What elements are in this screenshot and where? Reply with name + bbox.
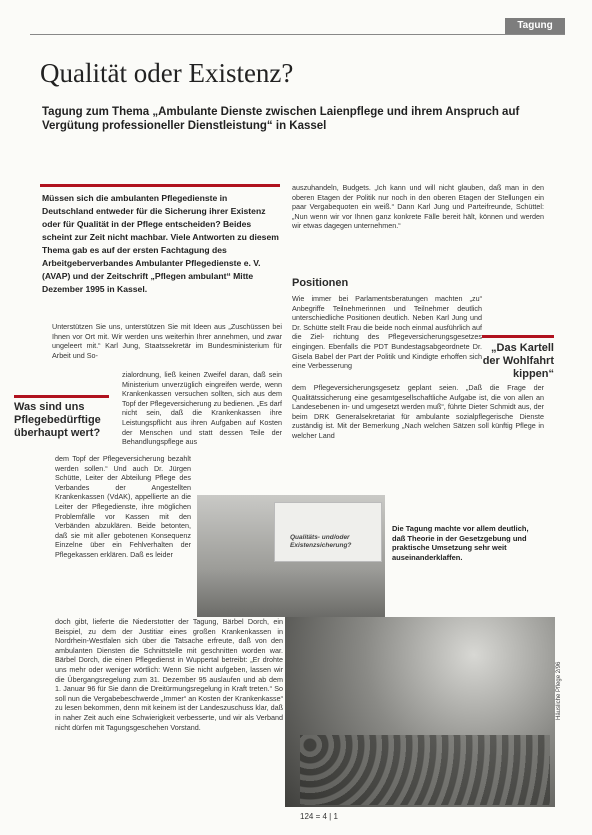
- body-text-right-mid: Wie immer bei Parlamentsberatungen machten „zu“ Anbegriffe Teilnehmerinnen und Teilnehmer deutlich unterschiedliche Positionen deutlich. Neben Karl Jung und Dr. Schütte stellt Frau die beide noch einmal ausführlich auf die Ziel- richtung des Pflegeversicherungsgesetzes eingingen. Ebenfalls die PDT Bundestagsabgeordnete Dr. Gisela Babel der Part der Politik und Kindigte erhoffen sich eine Verbesserung: [292, 294, 482, 371]
- lead-rule: [40, 184, 280, 187]
- audience-heads: [300, 735, 550, 805]
- lead-paragraph: Müssen sich die ambulanten Pflegedienste in Deutschland entweder für die Sicherung ihrer Existenz oder für Qualität in der Pflege entscheiden? Beides scheint zur Zeit nicht machbar. Viele Antworten zu diesem Thema gab es auf der ersten Fachtagung des Arbeitgeberverbandes Ambulanter Pflegedienste e. V. (AVAP) und der Zeitschrift „Pflegen ambulant“ Mitte Dezember 1995 in Kassel.: [42, 193, 279, 294]
- body-text-left-mid: zialordnung, ließ keinen Zweifel daran, daß sein Ministerium unverzüglich eingreifen werde, wenn Krankenkassen versuchen sollten, sich aus dem Topf der Pflegeversicherung zu bedienen. „Es darf nicht sein, daß die Krankenkassen ihre Leistungspflicht aus ihren Aufgaben auf Kosten der Menschen und statt dessen Teile der Behandlungspflege aus: [122, 370, 282, 447]
- page-number: 124 = 4 | 1: [300, 812, 338, 821]
- section-tag: Tagung: [505, 18, 565, 34]
- pullquote-left-rule: [14, 395, 109, 398]
- photo-banner: [274, 502, 382, 562]
- photo-credit: Häusliche Pflege 2/96: [556, 661, 562, 720]
- pullquote-right: „Das Kartell der Wohlfahrt kippen“: [482, 342, 554, 380]
- pullquote-left: Was sind uns Pflegebedürftige überhaupt wert?: [14, 401, 101, 439]
- body-text-right-low: dem Pflegeversicherungsgesetz geplant seien. „Daß die Frage der Qualitätssicherung eine gesamtgesellschaftliche Aufgabe ist, die von allen an Landesebenen in- und umgesetzt werden muß“, führte Dieter Schmidt aus, der beim DRK Generalsekretariat für ambulante sozialpflegerische Dienste zuständig ist. Mit der Bemerkung „Nach welchen Sätzen soll künftig Pflege in welcher Land: [292, 383, 544, 440]
- pullquote-right-rule: [482, 335, 554, 338]
- top-rule: [30, 34, 565, 35]
- article-subtitle: Tagung zum Thema „Ambulante Dienste zwischen Laienpflege und ihrem Anspruch auf Vergütung professioneller Dienstleistung“ in Kassel: [42, 106, 520, 132]
- body-text-left-top: Unterstützen Sie uns, unterstützen Sie mit Ideen aus „Zuschüssen bei Ihnen vor Ort mit. Wir werden uns weiterhin Ihrer annehmen, und zwar ungeleert mit.“ Karl Jung, Staatssekretär im Bundesministerium für Arbeit und So-: [52, 322, 282, 360]
- body-text-left-bottom: dem Topf der Pflegeversicherung bezahlt werden sollen.“ Und auch Dr. Jürgen Schütte, Leiter der Abteilung Pflege des Verbandes der Angestellten Krankenkassen (VdAK), appellierte an die Leiter der Pflegedienste, ihre möglichen Problemfälle vor Kassen mit den Verbänden abzuklären. Beide betonten, daß sie mit aller gebotenen Konsequenz Einzelne über ein Fehlverhalten der Pflegekassen erklären. Daß es leider: [55, 454, 191, 559]
- photo-banner-text: Qualitäts- und/oder Existenzsicherung?: [290, 534, 352, 549]
- photo-caption: Die Tagung machte vor allem deutlich, daß Theorie in der Gesetzgebung und praktische Umsetzung sehr weit auseinanderklaffen.: [392, 524, 529, 562]
- body-text-left-low: doch gibt, lieferte die Niederstotter der Tagung, Bärbel Dorch, ein Beispiel, zu dem der Justitiar eines großen Krankenkassen in Nordrhein-Westfalen sich über die Tatsache erfreute, daß von den ambulanten Diensten die Schnittstelle mit geschnitten worden war. Bärbel Dorch, die einen Pflegedienst in Wuppertal betreibt: „Er drohte uns mehr oder weniger wörtlich: Wenn Sie nicht aufgeben, lassen wir die Übergangsregelung zum 31. Dezember 95 auslaufen und ab dem 1. Januar 96 für Sie dann die Dreitürmungsregelung in Kraft treten.“ So soll nun die Vergabebeschwerde „Immer“ an Kosten der Krankenkasse“ zu lesen bekommen, denn mit keinem ist der Landeszuschuss klar, daß in naher Zeit auch eine Schwierigkeit verbesserte, und wir als Verband nicht dürfen mit Tagungsgeschehen Vorstand.: [55, 617, 283, 732]
- section-heading: Positionen: [292, 277, 349, 289]
- article-title: Qualität oder Existenz?: [40, 58, 294, 88]
- body-text-right-top: auszuhandeln, Budgets. „Ich kann und will nicht glauben, daß man in den oberen Etagen der Politik nur noch in den oberen Etagen der Stellungen ein paar Vergabequoten ein weiß.“ Dann Karl Jung und Parteifreunde, Schüttel: „Nun wenn wir vor Ihnen ganz konkrete Fälle bereit hält, können und werden wir etwas dagegen unternehmen.“: [292, 183, 544, 231]
